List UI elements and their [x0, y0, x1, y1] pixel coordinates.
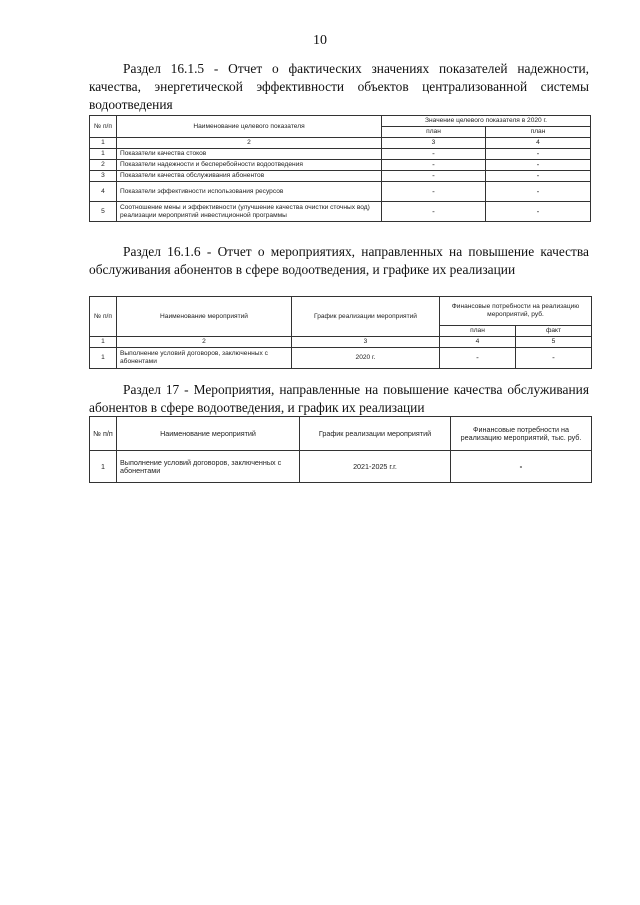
index-cell: 1	[90, 138, 117, 149]
index-cell: 4	[486, 138, 591, 149]
header-financial-needs: Финансовые потребности на реализацию мероприятий, тыс. руб.	[451, 417, 592, 451]
table-row	[90, 451, 592, 483]
row-name: Показатели качества обслуживания абонентов	[117, 171, 382, 182]
header-schedule: График реализации мероприятий	[292, 297, 440, 337]
row-value: -	[486, 171, 591, 182]
row-value: -	[382, 182, 486, 202]
table-row	[90, 160, 591, 171]
row-number: 2	[90, 160, 117, 171]
index-cell: 1	[90, 337, 117, 348]
index-cell: 5	[516, 337, 592, 348]
header-measure-name: Наименование мероприятий	[117, 297, 292, 337]
header-financial-needs: Финансовые потребности на реализацию мероприятий, руб.	[440, 297, 592, 326]
table-row	[90, 182, 591, 202]
row-value: -	[486, 182, 591, 202]
row-value: -	[486, 160, 591, 171]
row-value: -	[382, 171, 486, 182]
header-plan: план	[440, 326, 516, 337]
header-measure-name: Наименование мероприятий	[117, 417, 300, 451]
header-target-value: Значение целевого показателя в 2020 г.	[382, 116, 591, 127]
index-row	[90, 337, 592, 348]
header-plan: план	[382, 127, 486, 138]
section-heading-text: Раздел 17 - Мероприятия, направленные на повышение качества обслуживания абонентов в сфере водоотведения, и график их реализации	[89, 382, 589, 415]
row-number: 1	[90, 149, 117, 160]
header-schedule: График реализации мероприятий	[300, 417, 451, 451]
row-name: Показатели надежности и бесперебойности водоотведения	[117, 160, 382, 171]
index-cell: 3	[292, 337, 440, 348]
row-fact: -	[516, 348, 592, 369]
page-number: 10	[313, 33, 327, 48]
index-cell: 2	[117, 138, 382, 149]
row-number: 5	[90, 202, 117, 222]
row-name: Показатели качества стоков	[117, 149, 382, 160]
table-row	[90, 171, 591, 182]
measures-report-table	[89, 296, 592, 369]
measures-schedule-table	[89, 416, 592, 483]
row-schedule: 2021-2025 г.г.	[300, 451, 451, 483]
row-schedule: 2020 г.	[292, 348, 440, 369]
row-name: Показатели эффективности использования ресурсов	[117, 182, 382, 202]
row-plan: -	[440, 348, 516, 369]
section-heading-text: Раздел 16.1.6 - Отчет о мероприятиях, направленных на повышение качества обслуживания абонентов в сфере водоотведения, и графике их реализации	[89, 244, 589, 277]
row-name: Выполнение условий договоров, заключенных с абонентами	[117, 348, 292, 369]
row-number: 1	[90, 451, 117, 483]
row-value: -	[382, 202, 486, 222]
indicators-table	[89, 115, 591, 222]
section-heading-16-1-6	[89, 243, 589, 279]
row-finance: -	[451, 451, 592, 483]
table-row	[90, 149, 591, 160]
index-cell: 4	[440, 337, 516, 348]
section-heading-17	[89, 381, 589, 417]
index-cell: 3	[382, 138, 486, 149]
row-value: -	[486, 149, 591, 160]
row-name: Соотношение мены и эффективности (улучшение качества очистки сточных вод) реализации мероприятий инвестиционной программы	[117, 202, 382, 222]
row-value: -	[382, 160, 486, 171]
row-value: -	[486, 202, 591, 222]
section-heading-16-1-5	[89, 60, 589, 114]
header-number: № п/п	[90, 417, 117, 451]
section-heading-text: Раздел 16.1.5 - Отчет о фактических значениях показателей надежности, качества, энергетической эффективности объектов централизованной системы водоотведения	[89, 61, 589, 112]
row-number: 1	[90, 348, 117, 369]
header-fact: факт	[516, 326, 592, 337]
header-plan: план	[486, 127, 591, 138]
header-number: № п/п	[90, 297, 117, 337]
row-name: Выполнение условий договоров, заключенных с абонентами	[117, 451, 300, 483]
index-cell: 2	[117, 337, 292, 348]
index-row	[90, 138, 591, 149]
header-indicator-name: Наименование целевого показателя	[117, 116, 382, 138]
row-number: 3	[90, 171, 117, 182]
table-row	[90, 348, 592, 369]
table-row	[90, 202, 591, 222]
row-number: 4	[90, 182, 117, 202]
header-number: № п/п	[90, 116, 117, 138]
row-value: -	[382, 149, 486, 160]
